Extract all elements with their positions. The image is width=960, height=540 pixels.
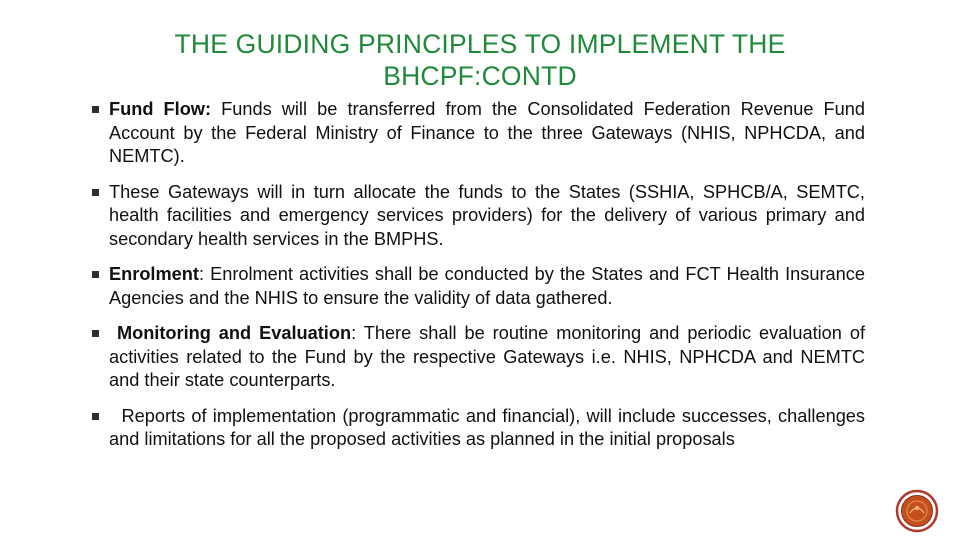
bullet-item-enrolment: [92, 263, 865, 310]
square-bullet-icon: [92, 106, 99, 113]
bullet-text: These Gateways will in turn allocate the funds to the States (SSHIA, SPHCB/A, SEMTC, health facilities and emergency services providers) for the delivery of various primary and secondary health services in the BMPHS.: [109, 181, 865, 249]
emblem-seal-icon: [895, 489, 939, 533]
bullet-lead: Enrolment: [109, 264, 199, 284]
bullet-item-monitoring: [92, 322, 865, 393]
bullet-lead: Monitoring and Evaluation: [116, 323, 352, 343]
title-line-2: BHCPF:CONTD: [383, 61, 577, 91]
bullet-text: Reports of implementation (programmatic and financial), will include successes, challenges and limitations for all the proposed activities as planned in the initial proposals: [109, 405, 866, 449]
bullet-list: [92, 98, 865, 452]
slide-title: [100, 28, 860, 92]
square-bullet-icon: [92, 271, 99, 278]
bullet-item-fund-flow: [92, 98, 865, 169]
bullet-item-reports: [92, 405, 865, 452]
title-line-1: THE GUIDING PRINCIPLES TO IMPLEMENT THE: [174, 29, 786, 59]
bullet-text: : There shall be routine monitoring and periodic evaluation of activities related to the Fund by the respective Gateways i.e. NHIS, NPHCDA and NEMTC and their state counterparts.: [109, 323, 865, 390]
square-bullet-icon: [92, 330, 99, 337]
bullet-lead: Fund Flow:: [109, 99, 212, 119]
square-bullet-icon: [92, 413, 99, 420]
bullet-item-gateways: [92, 181, 865, 252]
square-bullet-icon: [92, 189, 99, 196]
bullet-text: Funds will be transferred from the Consolidated Federation Revenue Fund Account by the Federal Ministry of Finance to the three Gateways (NHIS, NPHCDA, and NEMTC).: [109, 99, 866, 166]
bullet-text: : Enrolment activities shall be conducted by the States and FCT Health Insurance Agencies and the NHIS to ensure the validity of data gathered.: [109, 264, 865, 308]
